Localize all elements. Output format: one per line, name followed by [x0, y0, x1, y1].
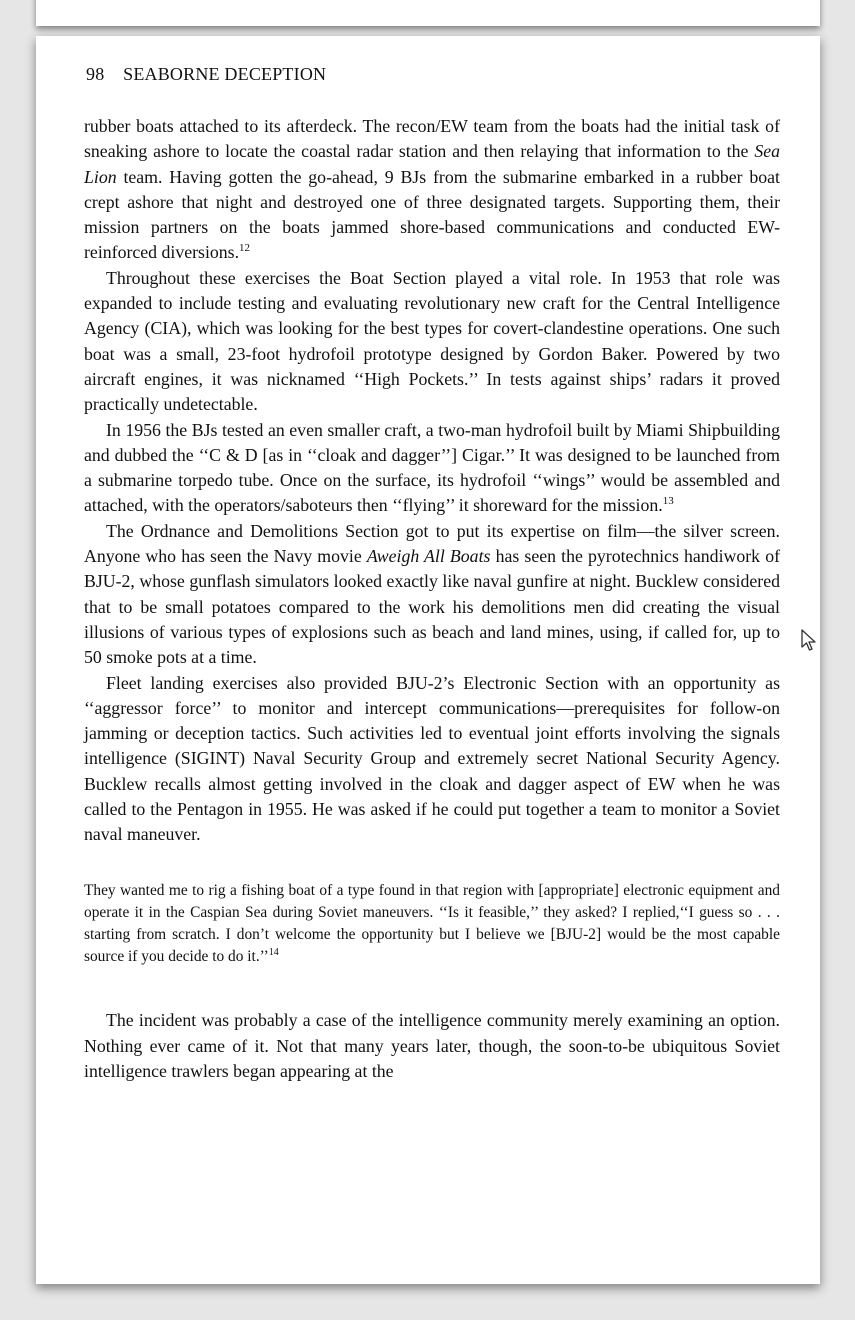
block-quote	[84, 880, 780, 969]
paragraph-text: In 1956 the BJs tested an even smaller craft, a two-man hydrofoil built by Miami Shipbuilding and dubbed the ‘‘C & D [as in ‘‘cloak and dagger’’] Cigar.’’ It was designed to be launched from a submarine torpedo tube. Once on the surface, its hydrofoil ‘‘wings’’ would be assembled and attached, with the operators/saboteurs then ‘‘flying’’ it shoreward for the mission.	[84, 419, 780, 516]
paragraph-text: team. Having gotten the go-ahead, 9 BJs from the submarine embarked in a rubber boat crept ashore that night and destroyed one of three designated targets. Supporting them, their mission partners on the boats jammed shore-based communications and conducted EW-reinforced diversions.	[84, 166, 780, 263]
document-page	[36, 36, 820, 1284]
previous-page-edge	[36, 0, 820, 26]
paragraph-text: has seen the pyrotechnics handiwork of BJU-2, whose gunflash simulators looked exactly like naval gunfire at night. Bucklew considered that to be small potatoes compared to the work his demolitions men did creating the visual illusions of various types of explosions such as beach and land mines, using, if called for, up to 50 smoke pots at a time.	[84, 546, 781, 668]
paragraph-4	[84, 519, 780, 671]
footnote-ref: 13	[662, 495, 674, 508]
paragraph-6: The incident was probably a case of the intelligence community merely examining an option. Nothing ever came of it. Not that many years later, though, the soon-to-be ubiquitous Soviet intelligence trawlers began appearing at the	[84, 1010, 780, 1082]
italic-title: Aweigh All Boats	[366, 546, 491, 567]
footnote-ref: 12	[239, 242, 251, 255]
running-header	[86, 64, 326, 85]
paragraph-text: rubber boats attached to its afterdeck. The recon/EW team from the boats had the initial task of sneaking ashore to locate the coastal radar station and then relaying that information to the	[84, 116, 780, 162]
paragraph-2: Throughout these exercises the Boat Section played a vital role. In 1953 that role was expanded to include testing and evaluating revolutionary new craft for the Central Intelligence Agency (CIA), which was looking for the best types for covert-clandestine operations. One such boat was a small, 23-foot hydrofoil prototype designed by Gordon Baker. Powered by two aircraft engines, it was nicknamed ‘‘High Pockets.’’ In tests against ships’ radars it proved practically undetectable.	[84, 267, 780, 415]
footnote-ref: 14	[268, 947, 279, 959]
page-number: 98	[86, 64, 105, 84]
paragraph-1	[84, 114, 780, 266]
paragraph-text: The Ordnance and Demolitions Section got to put its expertise on film—the silver screen. Anyone who has seen the Navy movie	[84, 520, 780, 567]
mouse-pointer-icon	[800, 628, 818, 652]
italic-title: Sea Lion	[84, 141, 780, 187]
page-body	[84, 114, 780, 1084]
running-title: SEABORNE DECEPTION	[123, 64, 327, 84]
paragraph-5: Fleet landing exercises also provided BJU-2’s Electronic Section with an opportunity as ‘‘aggressor force’’ to monitor and intercept communications—prerequisites for follow-on jamming or deception tactics. Such activities led to eventual joint efforts involving the signals intelligence (SIGINT) Naval Security Group and extremely secret National Security Agency. Bucklew recalls almost getting involved in the cloak and dagger aspect of EW when he was called to the Pentagon in 1955. He was asked if he could put together a team to monitor a Soviet naval maneuver.	[84, 672, 780, 845]
quote-text: They wanted me to rig a fishing boat of a type found in that region with [appropriate] electronic equipment and operate it in the Caspian Sea during Soviet maneuvers. ‘‘Is it feasible,’’ they asked? I replied,‘‘I guess so . . . starting from scratch. I don’t welcome the opportunity but I believe we [BJU-2] would be the most capable source if you decide to do it.’’	[84, 881, 780, 966]
paragraph-3	[84, 418, 780, 519]
